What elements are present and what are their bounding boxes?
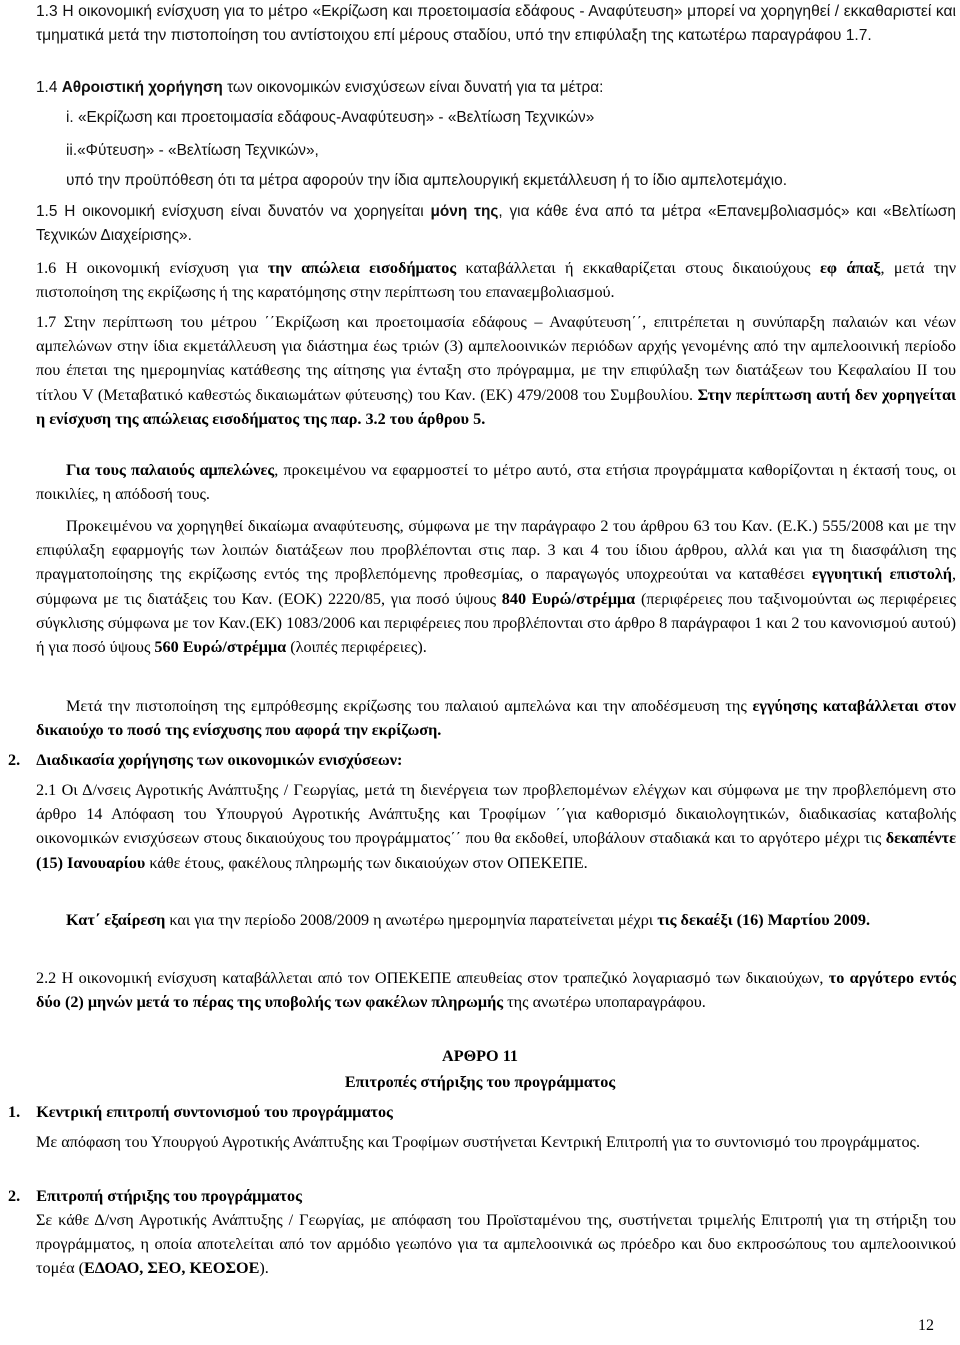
bold-term: Στην περίπτωση αυτή δεν χορηγείται η ενίσχυση της απώλειας εισοδήματος της παρ. 3.2 του άρθρου 5. [36, 385, 956, 428]
paragraph-text: Σε κάθε Δ/νση Αγροτικής Ανάπτυξης / Γεωργίας, με απόφαση του Προϊσταμένου της, συστήνεται τριμελής Επιτροπή για τη στήριξη του προγράμματος, η οποία αποτελείται από τον αρμόδιο γεωπόνο για τα αμπελοοινικά ως πρόεδρο και δυο εκπροσώπους του αμπελοοινικού τομέα ( [36, 1211, 956, 1278]
paragraph-1-6 [36, 256, 956, 304]
paragraph-text: , για κάθε ένα από τα μέτρα «Επανεμβολιασμός» και «Βελτίωση Τεχνικών Διαχείρισης». [36, 203, 956, 244]
section-2-heading [8, 748, 908, 772]
paragraph-text: ). [259, 1259, 269, 1278]
bold-term: 560 Ευρώ/στρέμμα [154, 638, 287, 657]
paragraph-old-vineyards [36, 458, 956, 506]
list-item-text: «Φύτευση» - «Βελτίωση Τεχνικών», [77, 142, 319, 159]
paragraph-text: Η οικονομική ενίσχυση για [65, 259, 259, 277]
paragraph-text: (περιφέρειες που ταξινομούνται ως περιφέρειες σύγκλισης σύμφωνα με τον Καν.(ΕΚ) 1083/2006 και περιφέρειες που προβλέπονται στο άρθρο 8 παράγραφοι 1 και 2 του κανονισμού αυτού) ή για ποσό ύψους [36, 589, 957, 657]
paragraph-text: Μετά την πιστοποίηση της εμπρόθεσμης εκρίζωσης του παλαιού αμπελώνα και την αποδέσμευση της [66, 697, 747, 715]
bold-term: 840 Ευρώ/στρέμμα [501, 589, 636, 608]
bold-term: τις δεκαέξι (16) Μαρτίου 2009. [657, 911, 871, 929]
paragraph-2-1 [36, 778, 956, 875]
paragraph-text: Η οικονομική ενίσχυση για το μέτρο «Εκρίζωση και προετοιμασία εδάφους - Αναφύτευση» μπορεί να χορηγηθεί / εκκαθαριστεί και τμηματικά μετά την πιστοποίηση του αντίστοιχου επί μέρους σταδίου, υπό την επιφύλαξη της κατωτέρω παραγράφου 1.7. [36, 3, 956, 44]
paragraph-exception [36, 908, 956, 932]
bold-term: μόνη της [430, 203, 499, 220]
item-title: Επιτροπή στήριξης του προγράμματος [36, 1187, 302, 1205]
section-number: 1.7 [36, 313, 57, 331]
condition-text [66, 169, 956, 193]
list-item-number: ii. [66, 142, 78, 159]
paragraph-text: Η οικονομική ενίσχυση είναι δυνατόν να χορηγείται [64, 203, 424, 220]
paragraph-1-3 [36, 0, 956, 48]
paragraph-text: , προκειμένου να εφαρμοστεί το μέτρο αυτό, στα ετήσια προγράμματα καθορίζονται η έκτασή τους, οι ποικιλίες, η απόδοσή τους. [36, 461, 957, 504]
bold-term: Αθροιστική χορήγηση [61, 79, 223, 96]
paragraph-1-5 [36, 200, 956, 248]
list-item-text: i. «Εκρίζωση και προετοιμασία εδάφους-Αναφύτευση» - «Βελτίωση Τεχνικών» [66, 109, 595, 126]
bold-term: δεκαπέντε (15) Ιανουαρίου [36, 829, 957, 872]
section-number: 2. [8, 751, 21, 769]
paragraph-text: Με απόφαση του Υπουργού Αγροτικής Ανάπτυξης και Τροφίμων συστήνεται Κεντρική Επιτροπή για το συντονισμό του προγράμματος. [36, 1133, 921, 1151]
paragraph-1-4 [36, 76, 956, 100]
section-title: Διαδικασία χορήγησης των οικονομικών ενισχύσεων: [36, 751, 403, 769]
article-subheading [0, 1070, 960, 1094]
paragraph-text: (λοιπές περιφέρειες). [290, 638, 427, 657]
paragraph-text: των οικονομικών ενισχύσεων είναι δυνατή για τα μέτρα: [227, 79, 604, 96]
paragraph-text: και για την περίοδο 2008/2009 η ανωτέρω ημερομηνία παρατείνεται μέχρι [169, 911, 654, 929]
paragraph-1-7 [36, 310, 956, 431]
item-title: Κεντρική επιτροπή συντονισμού του προγράμματος [36, 1103, 393, 1121]
article-subtitle: Επιτροπές στήριξης του προγράμματος [344, 1073, 616, 1091]
committee-1-text [36, 1130, 956, 1154]
section-number: 2.2 [36, 969, 57, 987]
item-number: 1. [8, 1103, 21, 1121]
committee-2-text [36, 1208, 956, 1281]
paragraph-2-2 [36, 966, 956, 1014]
bold-term: ΕΔΟΑΟ, ΣΕΟ, ΚΕΟΣΟΕ [84, 1259, 260, 1278]
paragraph-text: , σύμφωνα με τις διατάξεις του Καν. (ΕΟΚ) 2220/85, για ποσό ύψους [36, 565, 957, 608]
bold-term: εφ άπαξ [819, 259, 881, 277]
paragraph-text: κάθε έτους, φακέλους πληρωμής των δικαιούχων στον ΟΠΕΚΕΠΕ. [149, 853, 588, 872]
bold-term: το αργότερο εντός δύο (2) μηνών μετά το πέρας της υποβολής των φακέλων πληρωμής [36, 969, 957, 1012]
section-number: 1.6 [36, 259, 57, 277]
bold-term: εγγυητική επιστολή [811, 565, 952, 584]
paragraph-text: υπό την προϋπόθεση ότι τα μέτρα αφορούν την ίδια αμπελουργική εκμετάλλευση ή το ίδιο αμπελοτεμάχιο. [66, 172, 787, 189]
bold-term: εγγύησης καταβάλλεται στον δικαιούχο το ποσό της ενίσχυσης που αφορά την εκρίζωση. [36, 697, 956, 740]
section-number: 1.5 [36, 203, 58, 220]
paragraph-text: Στην περίπτωση του μέτρου ΄΄Εκρίζωση και προετοιμασία εδάφους – Αναφύτευση΄΄, επιτρέπεται η συνύπαρξη παλαιών και νέων αμπελώνων στην ίδια εκμετάλλευση για διάστημα έως τριών (3) αμπελοοινικών περιόδων αρχής γενομένης από την αμπελοοινική περίοδο που έπεται της ημερομηνίας κατάθεσης της αίτησης για ένταξη στο πρόγραμμα, με την επιφύλαξη των διατάξεων του Κεφαλαίου ΙΙ του τίτλου V (Μεταβατικό καθεστώς δικαιωμάτων φύτευσης) του Καν. (ΕΚ) 479/2008 του Συμβουλίου. [36, 313, 956, 404]
bold-term: Κατ΄ εξαίρεση [66, 911, 166, 929]
section-number: 1.4 [36, 79, 58, 96]
paragraph-text: Οι Δ/νσεις Αγροτικής Ανάπτυξης / Γεωργίας, μετά τη διενέργεια των προβλεπομένων ελέγχων και σύμφωνα με την προβλεπόμενη στο άρθρο 14 Απόφαση του Υπουργού Αγροτικής Ανάπτυξης και Τροφίμων ΄΄για καθορισμό δικαιολογητικών, διαδικασίας καταβολής οικονομικών ενισχύσεων στους δικαιούχους του προγράμματος΄΄ που θα εκδοθεί, υποβάλουν σταδιακά και το αργότερο μέχρι τις [36, 781, 957, 848]
item-number: 2. [8, 1187, 21, 1205]
bold-term: Για τους παλαιούς αμπελώνες [66, 461, 275, 479]
list-item-i [66, 106, 946, 130]
paragraph-text: Η οικονομική ενίσχυση καταβάλλεται από τον ΟΠΕΚΕΠΕ απευθείας στον τραπεζικό λογαριασμό των δικαιούχων, [61, 969, 824, 987]
paragraph-text: Προκειμένου να χορηγηθεί δικαίωμα αναφύτευσης, σύμφωνα με την παράγραφο 2 του άρθρου 63 του Καν. (Ε.Κ.) 555/2008 και με την επιφύλαξη εφαρμογής των λοιπών διατάξεων που προβλέπονται στις παρ. 3 και 4 του ίδιου άρθρου, αλλά και για τη διασφάλιση της πραγματοποίησης της εκρίζωσης εντός της προβλεπόμενης προθεσμίας, ο παραγωγός υποχρεούται να καταθέσει [36, 517, 956, 584]
committee-1-heading [8, 1100, 908, 1124]
section-number: 1.3 [36, 3, 58, 20]
section-number: 2.1 [36, 781, 57, 799]
paragraph-guarantee-release [36, 694, 956, 742]
paragraph-replanting-rights [36, 514, 956, 659]
paragraph-text: , μετά την πιστοποίηση της εκρίζωσης ή της καρατόμησης στην περίπτωση του επαναεμβολιασμού. [36, 259, 957, 302]
committee-2-heading [8, 1184, 908, 1208]
bold-term: την απώλεια εισοδήματος [267, 259, 457, 277]
list-item-ii [66, 139, 946, 163]
article-heading [0, 1044, 960, 1068]
page-number: 12 [918, 1317, 934, 1334]
paragraph-text: καταβάλλεται ή εκκαθαρίζεται στους δικαιούχους [465, 259, 811, 277]
article-title: ΑΡΘΡΟ 11 [442, 1047, 518, 1065]
paragraph-text: της ανωτέρω υποπαραγράφου. [507, 993, 706, 1012]
